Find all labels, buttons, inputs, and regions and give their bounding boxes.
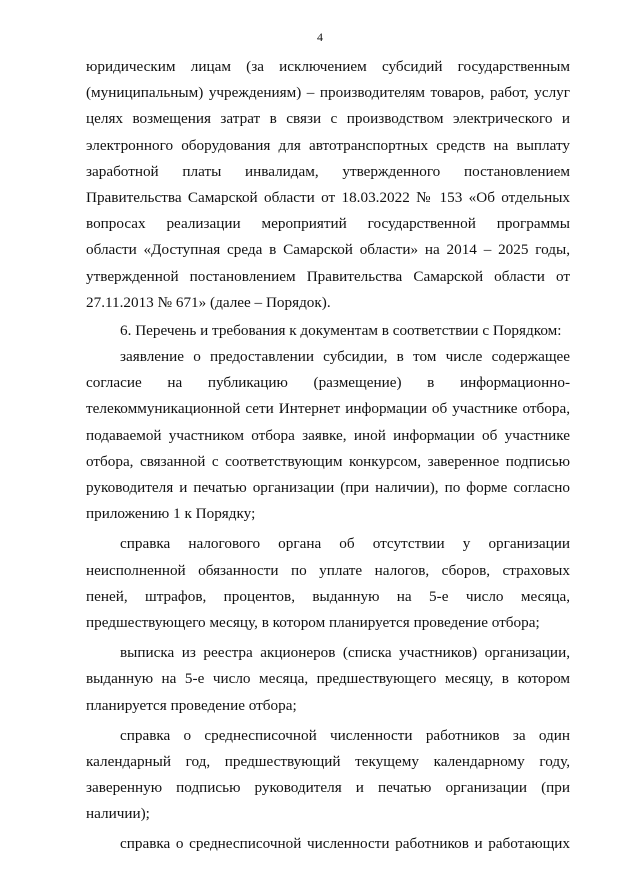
page-number: 4	[317, 30, 323, 44]
text-line: (муниципальным) учреждениям) – производителям товаров, работ, услуг	[86, 84, 570, 102]
text-line: наличии);	[86, 805, 150, 823]
text-line: заверенную подписью руководителя и печатью организации (при	[86, 779, 570, 797]
text-line: выписка из реестра акционеров (списка участников) организации,	[120, 644, 570, 662]
text-line: Правительства Самарской области от 18.03.2022 № 153 «Об отдельных	[86, 188, 570, 206]
paragraph-6	[86, 723, 570, 828]
text-line: области «Доступная среда в Самарской области» на 2014 – 2025 годы,	[86, 241, 570, 259]
text-line: планируется проведение отбора;	[86, 696, 297, 714]
text-line: заявление о предоставлении субсидии, в том числе содержащее	[120, 348, 570, 366]
text-line: заработной платы инвалидам, утвержденного постановлением	[86, 162, 570, 180]
text-line: руководителя и печатью организации (при наличии), по форме согласно	[86, 479, 570, 496]
text-line: справка налогового органа об отсутствии у организации	[120, 535, 570, 553]
text-line: вопросах реализации мероприятий государственной программы	[86, 215, 570, 233]
paragraph-4	[86, 531, 570, 636]
text-line: отбора, связанной с соответствующим конкурсом, заверенное подписью	[86, 452, 570, 470]
paragraph-7	[86, 831, 570, 857]
paragraph-1	[86, 54, 570, 316]
paragraph-3	[86, 344, 570, 527]
text-line: справка о среднесписочной численности работников и работающих	[120, 835, 570, 853]
text-line: телекоммуникационной сети Интернет информации об участнике отбора,	[86, 400, 570, 418]
text-line: справка о среднесписочной численности работников за один	[120, 726, 570, 744]
text-line: целях возмещения затрат в связи с производством электрического и	[86, 110, 570, 128]
text-line: электронного оборудования для автотранспортных средств на выплату	[86, 136, 570, 154]
text-line: выданную на 5-е число месяца, предшествующего месяцу, в котором	[86, 670, 570, 688]
text-line: утвержденной постановлением Правительства Самарской области от	[86, 267, 570, 285]
text-line: приложению 1 к Порядку;	[86, 505, 256, 523]
text-line: 6. Перечень и требования к документам в соответствии с Порядком:	[120, 321, 562, 339]
document-body	[86, 54, 570, 858]
text-line: подаваемой участником отбора заявке, иной информации об участнике	[86, 426, 570, 444]
paragraph-5	[86, 640, 570, 719]
text-line: 27.11.2013 № 671» (далее – Порядок).	[86, 293, 331, 311]
text-line: предшествующего месяцу, в котором планируется проведение отбора;	[86, 613, 540, 631]
paragraph-2	[86, 318, 570, 344]
text-line: пеней, штрафов, процентов, выданную на 5-е число месяца,	[86, 587, 570, 605]
text-line: календарный год, предшествующий текущему календарному году,	[86, 752, 570, 770]
text-line: согласие на публикацию (размещение) в информационно-	[86, 374, 570, 392]
text-line: юридическим лицам (за исключением субсидий государственным	[86, 58, 570, 75]
text-line: неисполненной обязанности по уплате налогов, сборов, страховых	[86, 561, 570, 579]
